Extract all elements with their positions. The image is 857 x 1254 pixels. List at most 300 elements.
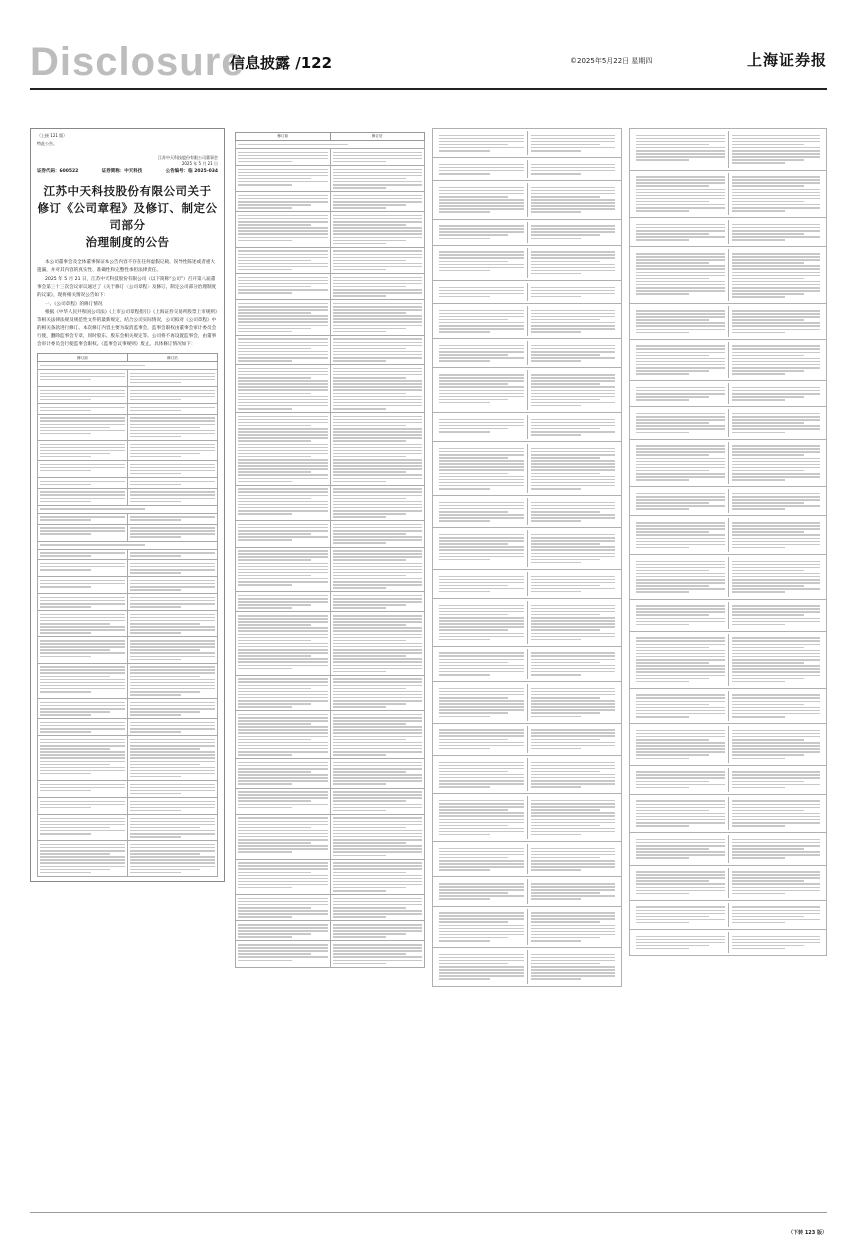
table-cell (38, 798, 128, 815)
fine-print (333, 615, 423, 672)
comparison-row (633, 797, 823, 830)
text-block (629, 171, 827, 219)
fine-print (636, 561, 725, 593)
fine-print (40, 407, 125, 412)
fine-print (333, 595, 423, 609)
fine-print (439, 912, 524, 941)
table-row (38, 505, 218, 513)
table-section-cell (38, 362, 218, 370)
table-cell (330, 941, 425, 967)
comparison-row (436, 283, 618, 301)
table-cell (236, 711, 331, 759)
text-block (432, 368, 622, 413)
table-row (236, 335, 425, 364)
text-block (629, 440, 827, 488)
fine-print (732, 605, 821, 625)
fine-print (40, 481, 125, 486)
before-text (436, 183, 528, 216)
before-text (633, 797, 729, 830)
table-row (236, 921, 425, 941)
table-cell (38, 513, 128, 524)
bottom-rule (30, 1212, 827, 1213)
fine-print (130, 640, 215, 660)
table-cell (236, 335, 331, 364)
comparison-row (436, 950, 618, 983)
fine-print (40, 508, 215, 510)
fine-print (636, 135, 725, 161)
after-text (528, 844, 619, 874)
fine-print (238, 416, 328, 482)
comparison-row (633, 306, 823, 336)
table-row (38, 841, 218, 877)
fine-print (130, 722, 215, 733)
fine-print (40, 464, 125, 472)
announcement-title (37, 183, 218, 251)
table-row (236, 485, 425, 521)
table-row (236, 759, 425, 788)
table-cell (38, 699, 128, 719)
fine-print (732, 771, 821, 788)
fine-print (439, 187, 524, 213)
fine-print (130, 444, 215, 458)
after-text (528, 183, 619, 216)
table-cell (330, 788, 425, 814)
fine-print (732, 224, 821, 241)
fine-print (40, 722, 125, 733)
fine-print (439, 800, 524, 836)
fine-print (238, 714, 328, 756)
fine-print (40, 491, 125, 502)
table-row (236, 300, 425, 336)
fine-print (238, 144, 422, 146)
table-cell (236, 547, 331, 592)
fine-print (130, 801, 215, 812)
table-cell (128, 594, 218, 611)
fine-print (333, 488, 423, 517)
fine-print (439, 225, 524, 239)
table-row (38, 440, 218, 460)
text-block (432, 181, 622, 219)
fine-print (531, 688, 616, 717)
text-block (629, 689, 827, 724)
before-text (436, 796, 528, 839)
text-block (432, 339, 622, 368)
comparison-row (436, 844, 618, 874)
table-cell (128, 663, 218, 699)
fine-print (439, 419, 524, 433)
fine-print (333, 714, 423, 756)
text-block (629, 795, 827, 833)
fine-print (439, 502, 524, 522)
table-row (38, 488, 218, 505)
fine-print (40, 516, 125, 521)
fine-print (130, 491, 215, 502)
fine-print (40, 365, 215, 367)
comparison-row (633, 383, 823, 404)
after-text (528, 283, 619, 301)
table-cell (330, 365, 425, 413)
comparison-row (436, 879, 618, 903)
text-block (432, 413, 622, 442)
text-block (629, 724, 827, 766)
fine-print (333, 898, 423, 918)
table-cell (330, 485, 425, 521)
fine-print (40, 702, 125, 716)
after-text (528, 684, 619, 721)
fine-print (636, 839, 725, 859)
column-header-before: 修订前 (236, 133, 331, 141)
fine-print (40, 640, 125, 657)
fine-print (732, 135, 821, 164)
fine-print (636, 771, 725, 788)
before-text (436, 879, 528, 903)
section-heading: 一、《公司章程》的修订情况 (45, 302, 103, 307)
after-text (528, 444, 619, 493)
table-cell (128, 403, 218, 414)
fine-print (238, 488, 328, 514)
table-row (38, 699, 218, 719)
fine-print (333, 250, 423, 270)
table-row (236, 592, 425, 612)
table-cell (236, 149, 331, 166)
fine-print (333, 762, 423, 785)
table-cell (38, 386, 128, 403)
continued-to: （下转 123 版） (788, 1230, 827, 1236)
table-cell (128, 719, 218, 736)
text-blocks (629, 128, 827, 956)
table-cell (128, 478, 218, 489)
fine-print (238, 303, 328, 332)
table-cell (38, 736, 128, 781)
table-row (236, 521, 425, 547)
continued-from: （上接 121 版） (37, 133, 68, 138)
text-block (629, 555, 827, 600)
comparison-row (633, 489, 823, 513)
fine-print (439, 534, 524, 560)
comparison-row (436, 415, 618, 439)
after-text (528, 572, 619, 596)
fine-print (130, 390, 215, 401)
fine-print (130, 818, 215, 838)
fine-print (333, 152, 423, 163)
fine-print (636, 253, 725, 295)
intro-paragraph: 2025 年 5 月 21 日，江苏中天科技股份有限公司（以下简称“公司”）召开第八届董事会第三十三次会议审议通过了《关于修订〈公司章程〉及修订、制定公司部分治理制度的议案》，现将相关情况公告如下： (37, 277, 217, 298)
fine-print (40, 544, 215, 546)
fine-print (40, 580, 125, 588)
table-cell (236, 192, 331, 212)
fine-print (636, 387, 725, 401)
table-row (236, 547, 425, 592)
before-text (436, 684, 528, 721)
table-cell (38, 370, 128, 387)
table-row (38, 524, 218, 541)
table-row (236, 859, 425, 895)
title-line-2: 修订《公司章程》及修订、制定公司部分 (37, 201, 218, 232)
fine-print (333, 277, 423, 297)
table-cell (236, 895, 331, 921)
comparison-table (37, 353, 218, 877)
fine-print (732, 561, 821, 593)
before-text (633, 634, 729, 686)
brand-logo: Disclosure (30, 40, 245, 84)
table-row (38, 541, 218, 549)
table-cell (128, 577, 218, 594)
fine-print (439, 883, 524, 900)
fine-print (238, 862, 328, 888)
after-text (528, 726, 619, 753)
comparison-row (436, 370, 618, 410)
fine-print (238, 550, 328, 586)
comparison-row (633, 442, 823, 485)
fine-print (130, 527, 215, 538)
fine-print (333, 169, 423, 189)
fine-print (238, 338, 328, 361)
fine-print (439, 605, 524, 641)
before-text (633, 409, 729, 436)
after-text (729, 409, 824, 436)
comparison-row (633, 602, 823, 629)
comparison-row (633, 249, 823, 301)
before-text (633, 173, 729, 216)
table-cell (330, 711, 425, 759)
before-text (633, 442, 729, 485)
table-cell (236, 592, 331, 612)
table-cell (128, 488, 218, 505)
stock-abbr: 证券简称：中天科技 (101, 169, 143, 174)
fine-print (531, 135, 616, 152)
fine-print (732, 310, 821, 333)
before-text (436, 844, 528, 874)
table-cell (128, 440, 218, 460)
text-block (432, 756, 622, 794)
table-cell (38, 403, 128, 414)
table-cell (236, 859, 331, 895)
table-cell (38, 461, 128, 478)
fine-print (130, 552, 215, 557)
text-block (432, 948, 622, 986)
after-text (528, 879, 619, 903)
fine-print (439, 345, 524, 362)
table-cell (236, 521, 331, 547)
masthead-rule (30, 88, 827, 90)
text-block (629, 407, 827, 439)
fine-print (40, 844, 125, 873)
table-row (38, 403, 218, 414)
fine-print (531, 534, 616, 563)
fine-print (238, 924, 328, 938)
table-row (236, 165, 425, 191)
before-text (633, 249, 729, 301)
table-row (38, 611, 218, 637)
table-cell (38, 577, 128, 594)
fine-print (130, 614, 215, 634)
before-text (633, 835, 729, 862)
fine-print (531, 164, 616, 175)
fine-print (238, 215, 328, 241)
text-block (432, 158, 622, 181)
fine-print (439, 848, 524, 871)
text-block (432, 570, 622, 599)
fine-print (238, 678, 328, 707)
comparison-row (436, 341, 618, 365)
table-row (38, 719, 218, 736)
before-text (633, 306, 729, 336)
fine-print (732, 730, 821, 759)
fine-print (531, 310, 616, 333)
before-text (436, 909, 528, 946)
fine-print (732, 387, 821, 401)
table-cell (128, 736, 218, 781)
table-section-cell (236, 141, 425, 149)
fine-print (333, 338, 423, 361)
before-text (436, 131, 528, 155)
after-text (729, 903, 824, 927)
before-text (436, 530, 528, 567)
fine-print (130, 666, 215, 695)
after-text (729, 557, 824, 597)
fine-print (636, 637, 725, 682)
fine-print (40, 614, 125, 634)
table-row (38, 594, 218, 611)
after-text (729, 932, 824, 953)
fine-print (531, 374, 616, 406)
table-row (38, 362, 218, 370)
after-text (528, 131, 619, 155)
fine-print (531, 800, 616, 836)
table-row (236, 413, 425, 486)
text-block (629, 866, 827, 901)
fine-print (636, 176, 725, 212)
text-block (629, 340, 827, 382)
fine-print (238, 524, 328, 541)
before-text (633, 131, 729, 168)
table-cell (38, 478, 128, 489)
board-signature: 江苏中天科技股份有限公司董事会 (158, 155, 218, 160)
table-cell (128, 386, 218, 403)
notice-number: 公告编号：临 2025-034 (165, 169, 218, 174)
fine-print (531, 225, 616, 239)
table-row (38, 560, 218, 577)
fine-print (531, 954, 616, 980)
before-text (633, 342, 729, 379)
comparison-row (633, 173, 823, 216)
fine-print (333, 524, 423, 544)
comparison-row (633, 131, 823, 168)
fine-print (636, 345, 725, 374)
table-row (236, 895, 425, 921)
fine-print (130, 597, 215, 608)
fine-print (333, 944, 423, 964)
after-text (729, 797, 824, 830)
before-text (436, 160, 528, 178)
comparison-row (436, 248, 618, 278)
table-row (38, 549, 218, 560)
after-text (528, 415, 619, 439)
after-text (528, 950, 619, 983)
column-header-after: 修订后 (128, 354, 218, 362)
fine-print (531, 883, 616, 900)
fine-print (732, 800, 821, 826)
fine-print (531, 762, 616, 788)
after-text (528, 222, 619, 243)
comparison-row (633, 342, 823, 379)
table-row (236, 941, 425, 967)
text-block (432, 442, 622, 496)
before-text (436, 649, 528, 679)
fine-print (439, 135, 524, 152)
fine-print (439, 164, 524, 175)
after-text (528, 909, 619, 946)
after-text (729, 173, 824, 216)
fine-print (333, 550, 423, 589)
section-title: 信息披露 /122 (230, 54, 333, 72)
comparison-row (436, 160, 618, 178)
comparison-row (633, 518, 823, 551)
table-row (38, 461, 218, 478)
fine-print (238, 169, 328, 186)
table-cell (38, 663, 128, 699)
fine-print (238, 152, 328, 163)
after-text (729, 220, 824, 244)
table-row (236, 612, 425, 675)
table-cell (38, 815, 128, 841)
before-text (436, 283, 528, 301)
fine-print (439, 688, 524, 717)
comparison-table-body (38, 362, 218, 877)
fine-print (636, 224, 725, 241)
before-text (633, 903, 729, 927)
fine-print (238, 791, 328, 808)
table-cell (330, 675, 425, 711)
table-cell (236, 788, 331, 814)
announcement (30, 128, 225, 882)
comparison-table-2 (235, 132, 425, 968)
table-cell (38, 488, 128, 505)
after-text (729, 342, 824, 379)
table-cell (128, 414, 218, 440)
table-cell (330, 592, 425, 612)
table-row (38, 478, 218, 489)
before-text (436, 726, 528, 753)
comparison-row (436, 601, 618, 644)
fine-print (531, 576, 616, 593)
table-row (38, 370, 218, 387)
table-cell (236, 165, 331, 191)
text-block (432, 220, 622, 246)
after-text (729, 131, 824, 168)
table-cell (236, 365, 331, 413)
comparison-row (436, 444, 618, 493)
comparison-row (436, 131, 618, 155)
fine-print (531, 912, 616, 941)
after-text (729, 249, 824, 301)
before-text (436, 306, 528, 336)
column-2 (235, 128, 425, 1208)
fine-print (333, 195, 423, 209)
after-text (528, 341, 619, 365)
table-row (236, 365, 425, 413)
text-block (432, 304, 622, 339)
text-block (629, 930, 827, 956)
after-text (729, 489, 824, 513)
fine-print (732, 522, 821, 548)
after-text (729, 306, 824, 336)
fine-print (732, 906, 821, 923)
fine-print (238, 615, 328, 669)
after-text (528, 530, 619, 567)
fine-print (636, 694, 725, 717)
before-text (633, 691, 729, 721)
